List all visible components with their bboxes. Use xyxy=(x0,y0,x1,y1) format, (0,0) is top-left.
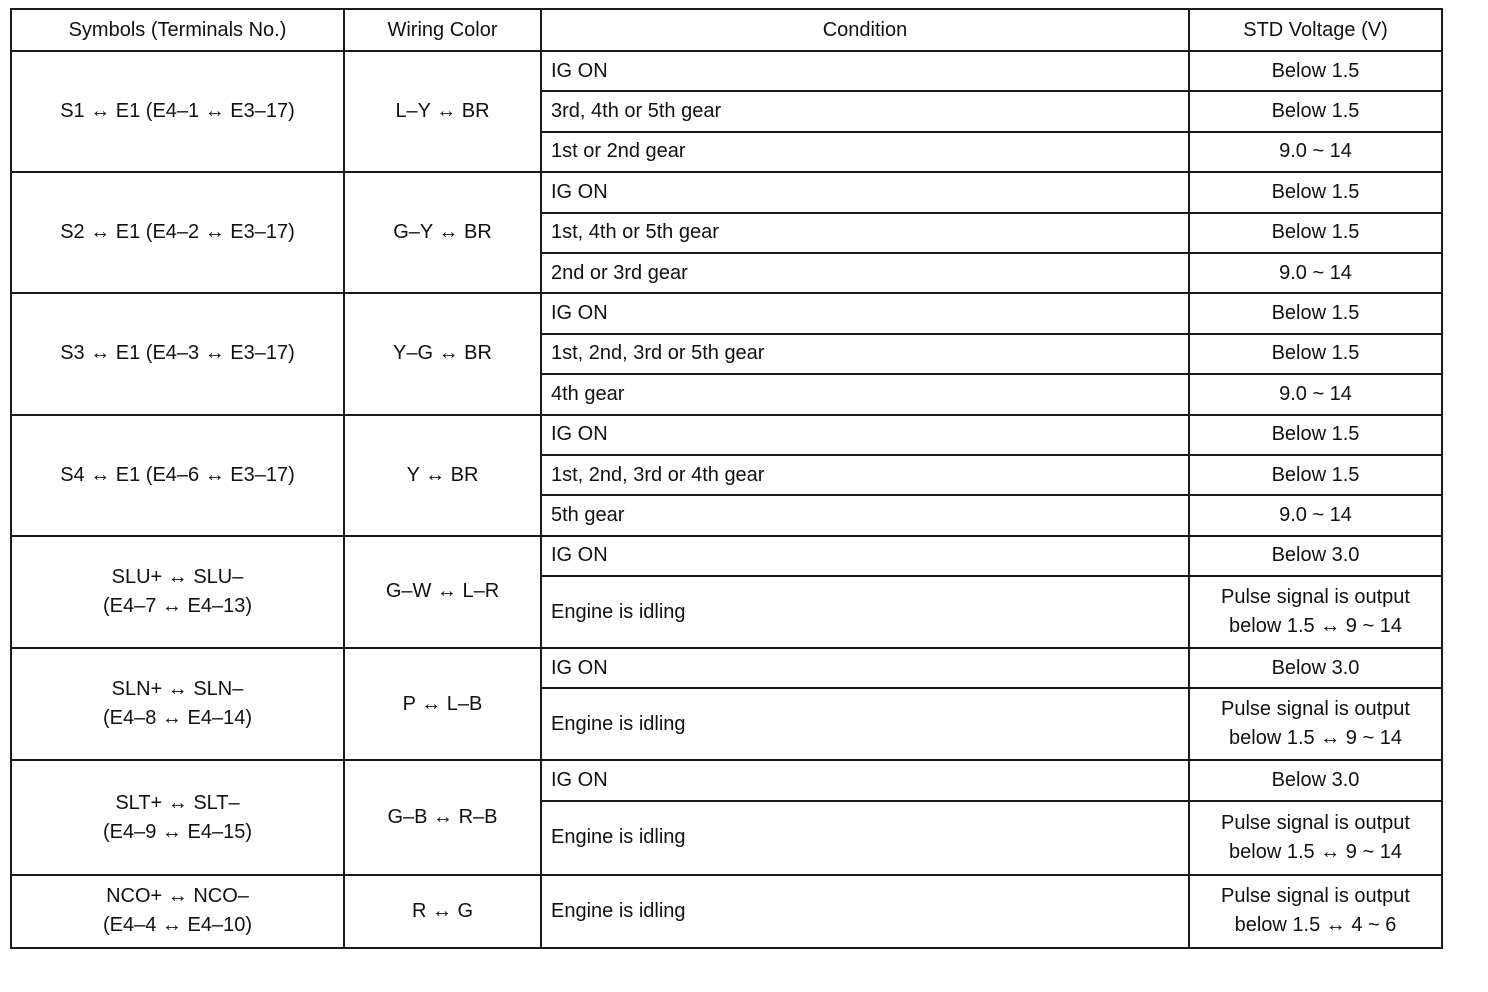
wiring-color-cell: P ↔ L–B xyxy=(344,648,541,760)
voltage-cell: 9.0 ~ 14 xyxy=(1189,495,1442,535)
header-symbols: Symbols (Terminals No.) xyxy=(11,9,344,51)
symbol-terminals: (E4–4 ↔ E4–10) xyxy=(103,914,252,937)
wiring-color-cell: Y ↔ BR xyxy=(344,415,541,536)
voltage-cell xyxy=(1189,801,1442,875)
condition-cell: Engine is idling xyxy=(541,875,1189,948)
condition-cell: IG ON xyxy=(541,172,1189,212)
table-row xyxy=(11,760,1442,800)
voltage-line-1: Pulse signal is output xyxy=(1220,698,1410,721)
voltage-cell: Below 3.0 xyxy=(1189,536,1442,576)
header-std-voltage: STD Voltage (V) xyxy=(1189,9,1442,51)
symbol-cell xyxy=(11,536,344,648)
condition-cell: Engine is idling xyxy=(541,801,1189,875)
wiring-color-cell: G–B ↔ R–B xyxy=(344,760,541,874)
condition-cell: 1st or 2nd gear xyxy=(541,132,1189,172)
condition-cell: 1st, 2nd, 3rd or 4th gear xyxy=(541,455,1189,495)
symbol-text: S4 ↔ E1 (E4–6 ↔ E3–17) xyxy=(60,463,295,486)
condition-cell: IG ON xyxy=(541,415,1189,455)
header-condition: Condition xyxy=(541,9,1189,51)
symbol-cell xyxy=(11,172,344,293)
voltage-line-2: below 1.5 ↔ 9 ~ 14 xyxy=(1229,727,1402,750)
condition-cell: IG ON xyxy=(541,760,1189,800)
condition-cell: 3rd, 4th or 5th gear xyxy=(541,91,1189,131)
symbol-text: S3 ↔ E1 (E4–3 ↔ E3–17) xyxy=(60,342,295,365)
condition-cell: Engine is idling xyxy=(541,688,1189,760)
voltage-line-2: below 1.5 ↔ 9 ~ 14 xyxy=(1229,840,1402,863)
header-wiring-color: Wiring Color xyxy=(344,9,541,51)
voltage-line-1: Pulse signal is output xyxy=(1220,811,1410,834)
condition-cell: Engine is idling xyxy=(541,576,1189,648)
voltage-cell xyxy=(1189,875,1442,948)
voltage-cell: Below 1.5 xyxy=(1189,415,1442,455)
wiring-color-cell: Y–G ↔ BR xyxy=(344,293,541,414)
symbol-text: SLN+ ↔ SLN– xyxy=(111,678,244,701)
voltage-cell: Below 1.5 xyxy=(1189,455,1442,495)
symbol-cell xyxy=(11,648,344,760)
voltage-cell xyxy=(1189,688,1442,760)
voltage-line-2: below 1.5 ↔ 9 ~ 14 xyxy=(1229,615,1402,638)
voltage-cell: 9.0 ~ 14 xyxy=(1189,253,1442,293)
symbol-text: SLT+ ↔ SLT– xyxy=(115,791,240,814)
voltage-cell: 9.0 ~ 14 xyxy=(1189,132,1442,172)
header-row xyxy=(11,9,1442,51)
table-row xyxy=(11,51,1442,91)
wiring-color-cell: L–Y ↔ BR xyxy=(344,51,541,172)
wiring-color-cell: R ↔ G xyxy=(344,875,541,948)
condition-cell: 4th gear xyxy=(541,374,1189,414)
condition-cell: IG ON xyxy=(541,536,1189,576)
voltage-cell: Below 3.0 xyxy=(1189,648,1442,688)
condition-cell: 5th gear xyxy=(541,495,1189,535)
symbol-text: NCO+ ↔ NCO– xyxy=(106,885,249,908)
voltage-cell xyxy=(1189,576,1442,648)
symbol-text: S1 ↔ E1 (E4–1 ↔ E3–17) xyxy=(60,100,295,123)
condition-cell: 2nd or 3rd gear xyxy=(541,253,1189,293)
symbol-terminals: (E4–8 ↔ E4–14) xyxy=(103,707,252,730)
condition-cell: 1st, 4th or 5th gear xyxy=(541,213,1189,253)
wiring-color-cell: G–Y ↔ BR xyxy=(344,172,541,293)
voltage-cell: 9.0 ~ 14 xyxy=(1189,374,1442,414)
condition-cell: IG ON xyxy=(541,51,1189,91)
symbol-text: SLU+ ↔ SLU– xyxy=(111,565,244,588)
voltage-cell: Below 1.5 xyxy=(1189,213,1442,253)
symbol-cell xyxy=(11,51,344,172)
symbol-cell xyxy=(11,875,344,948)
wiring-color-cell: G–W ↔ L–R xyxy=(344,536,541,648)
voltage-line-1: Pulse signal is output xyxy=(1220,586,1410,609)
symbol-terminals: (E4–9 ↔ E4–15) xyxy=(103,820,252,843)
voltage-cell: Below 1.5 xyxy=(1189,334,1442,374)
symbol-cell xyxy=(11,415,344,536)
symbol-cell xyxy=(11,760,344,874)
condition-cell: 1st, 2nd, 3rd or 5th gear xyxy=(541,334,1189,374)
voltage-cell: Below 1.5 xyxy=(1189,172,1442,212)
voltage-cell: Below 1.5 xyxy=(1189,91,1442,131)
condition-cell: IG ON xyxy=(541,293,1189,333)
table-body xyxy=(11,51,1442,948)
symbol-cell xyxy=(11,293,344,414)
voltage-line-2: below 1.5 ↔ 4 ~ 6 xyxy=(1234,914,1397,937)
voltage-cell: Below 1.5 xyxy=(1189,51,1442,91)
table-row xyxy=(11,875,1442,948)
symbol-terminals: (E4–7 ↔ E4–13) xyxy=(103,594,252,617)
table-row xyxy=(11,293,1442,333)
table-row xyxy=(11,172,1442,212)
symbol-text: S2 ↔ E1 (E4–2 ↔ E3–17) xyxy=(60,221,295,244)
voltage-cell: Below 3.0 xyxy=(1189,760,1442,800)
table-row xyxy=(11,415,1442,455)
table-row xyxy=(11,536,1442,576)
table-header xyxy=(11,9,1442,51)
condition-cell: IG ON xyxy=(541,648,1189,688)
terminal-voltage-table xyxy=(10,8,1443,949)
table-row xyxy=(11,648,1442,688)
voltage-cell: Below 1.5 xyxy=(1189,293,1442,333)
voltage-line-1: Pulse signal is output xyxy=(1220,885,1410,908)
